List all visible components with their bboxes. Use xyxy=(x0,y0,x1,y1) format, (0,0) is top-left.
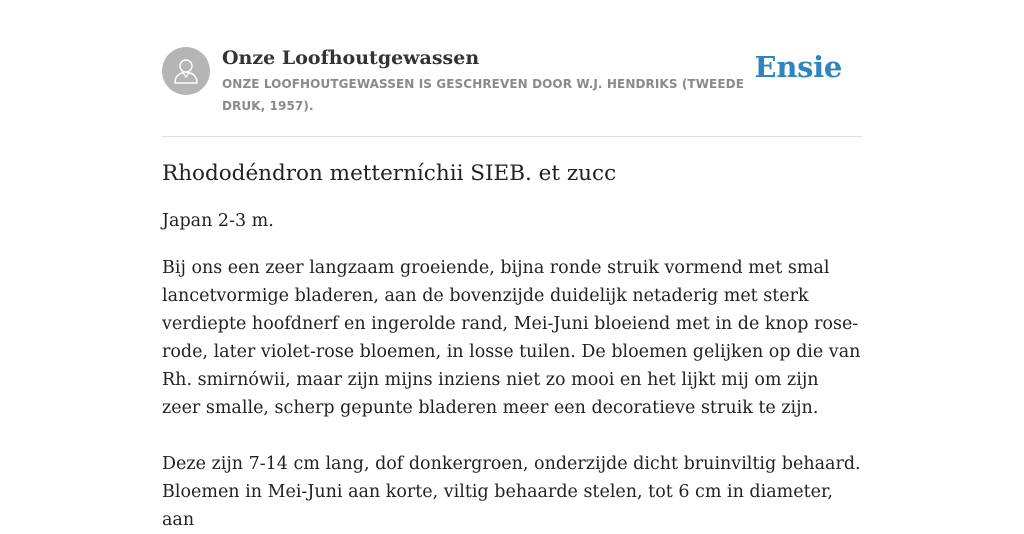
article-paragraph: Deze zijn 7-14 cm lang, dof donkergroen, onderzijde dicht bruinviltig behaard. Bloemen in Mei-Juni aan korte, viltig behaarde stelen, tot 6 cm in diameter, aan xyxy=(162,454,861,530)
author-block xyxy=(222,44,762,117)
article-lead: Japan 2-3 m. xyxy=(162,211,274,231)
article-content xyxy=(162,156,862,534)
author-avatar[interactable] xyxy=(162,47,210,95)
ensie-logo-link[interactable]: Ensie xyxy=(754,50,842,84)
author-name-link[interactable]: Onze Loofhoutgewassen xyxy=(222,47,480,69)
user-avatar-icon xyxy=(171,56,201,86)
page-header xyxy=(162,44,862,137)
article-title: Rhododéndron metterníchii SIEB. et zucc xyxy=(162,161,617,186)
article-paragraph: Bij ons een zeer langzaam groeiende, bijna ronde struik vormend met smal lancetvormige bladeren, aan de bovenzijde duidelijk netaderig met sterk verdiepte hoofdnerf en ingerolde rand, Mei-Juni bloeiend met in de knop rose-rode, later violet-rose bloemen, in losse tuilen. De bloemen gelijken op die van Rh. smirnówii, maar zijn mijns inziens niet zo mooi en het lijkt mij om zijn zeer smalle, scherp gepunte bladeren meer een decoratieve struik te zijn. xyxy=(162,258,861,418)
author-description: ONZE LOOFHOUTGEWASSEN IS GESCHREVEN DOOR W.J. HENDRIKS (TWEEDE DRUK, 1957). xyxy=(222,77,745,113)
